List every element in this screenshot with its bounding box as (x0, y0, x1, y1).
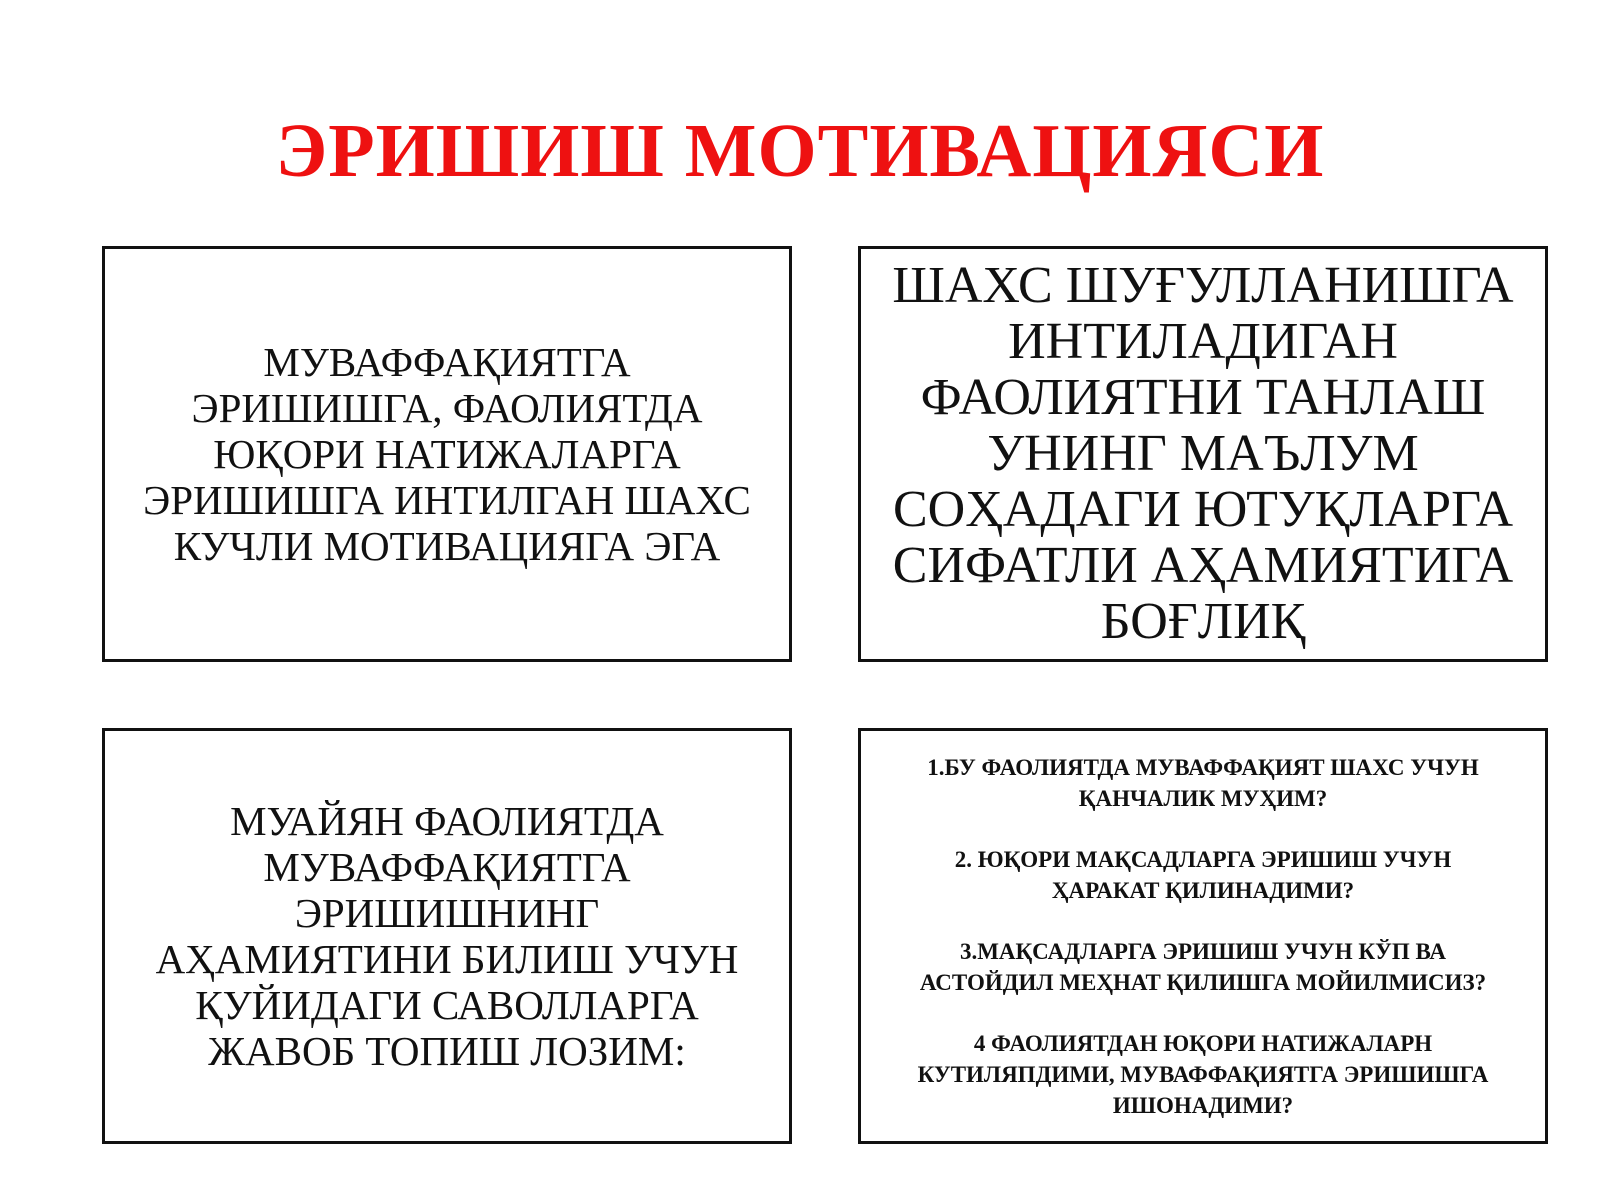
text-box-bottom-left (102, 728, 792, 1144)
text-box-top-right-text: ШАХС ШУҒУЛЛАНИШГА ИНТИЛАДИГАН ФАОЛИЯТНИ ТАНЛАШ УНИНГ МАЪЛУМ СОҲАДАГИ ЮТУҚЛАРГА СИФАТЛИ АҲАМИЯТИГА БОҒЛИҚ (892, 257, 1514, 650)
question-item-4: 4 ФАОЛИЯТДАН ЮҚОРИ НАТИЖАЛАРН КУТИЛЯПДИМИ, МУВАФФАҚИЯТГА ЭРИШИШГА ИШОНАДИМИ? (917, 1030, 1489, 1118)
text-box-top-right (858, 246, 1548, 662)
questions-box (858, 728, 1548, 1144)
text-box-bottom-left-text: МУАЙЯН ФАОЛИЯТДА МУВАФФАҚИЯТГА ЭРИШИШНИНГ АҲАМИЯТИНИ БИЛИШ УЧУН ҚУЙИДАГИ САВОЛЛАРГА ЖАВОБ ТОПИШ ЛОЗИМ: (155, 798, 739, 1074)
question-item-3: 3.МАҚСАДЛАРГА ЭРИШИШ УЧУН КЎП ВА АСТОЙДИЛ МЕҲНАТ ҚИЛИШГА МОЙИЛМИСИЗ? (919, 938, 1487, 995)
text-box-top-left (102, 246, 792, 662)
question-item-2: 2. ЮҚОРИ МАҚСАДЛАРГА ЭРИШИШ УЧУН ҲАРАКАТ ҚИЛИНАДИМИ? (954, 846, 1452, 903)
text-box-top-left-text: МУВАФФАҚИЯТГА ЭРИШИШГА, ФАОЛИЯТДА ЮҚОРИ НАТИЖАЛАРГА ЭРИШИШГА ИНТИЛГАН ШАХС КУЧЛИ МОТИВАЦИЯГА ЭГА (143, 339, 751, 569)
question-item-1: 1.БУ ФАОЛИЯТДА МУВАФФАҚИЯТ ШАХС УЧУН ҚАНЧАЛИК МУҲИМ? (927, 754, 1479, 811)
slide-title: ЭРИШИШ МОТИВАЦИЯСИ (275, 109, 1325, 193)
